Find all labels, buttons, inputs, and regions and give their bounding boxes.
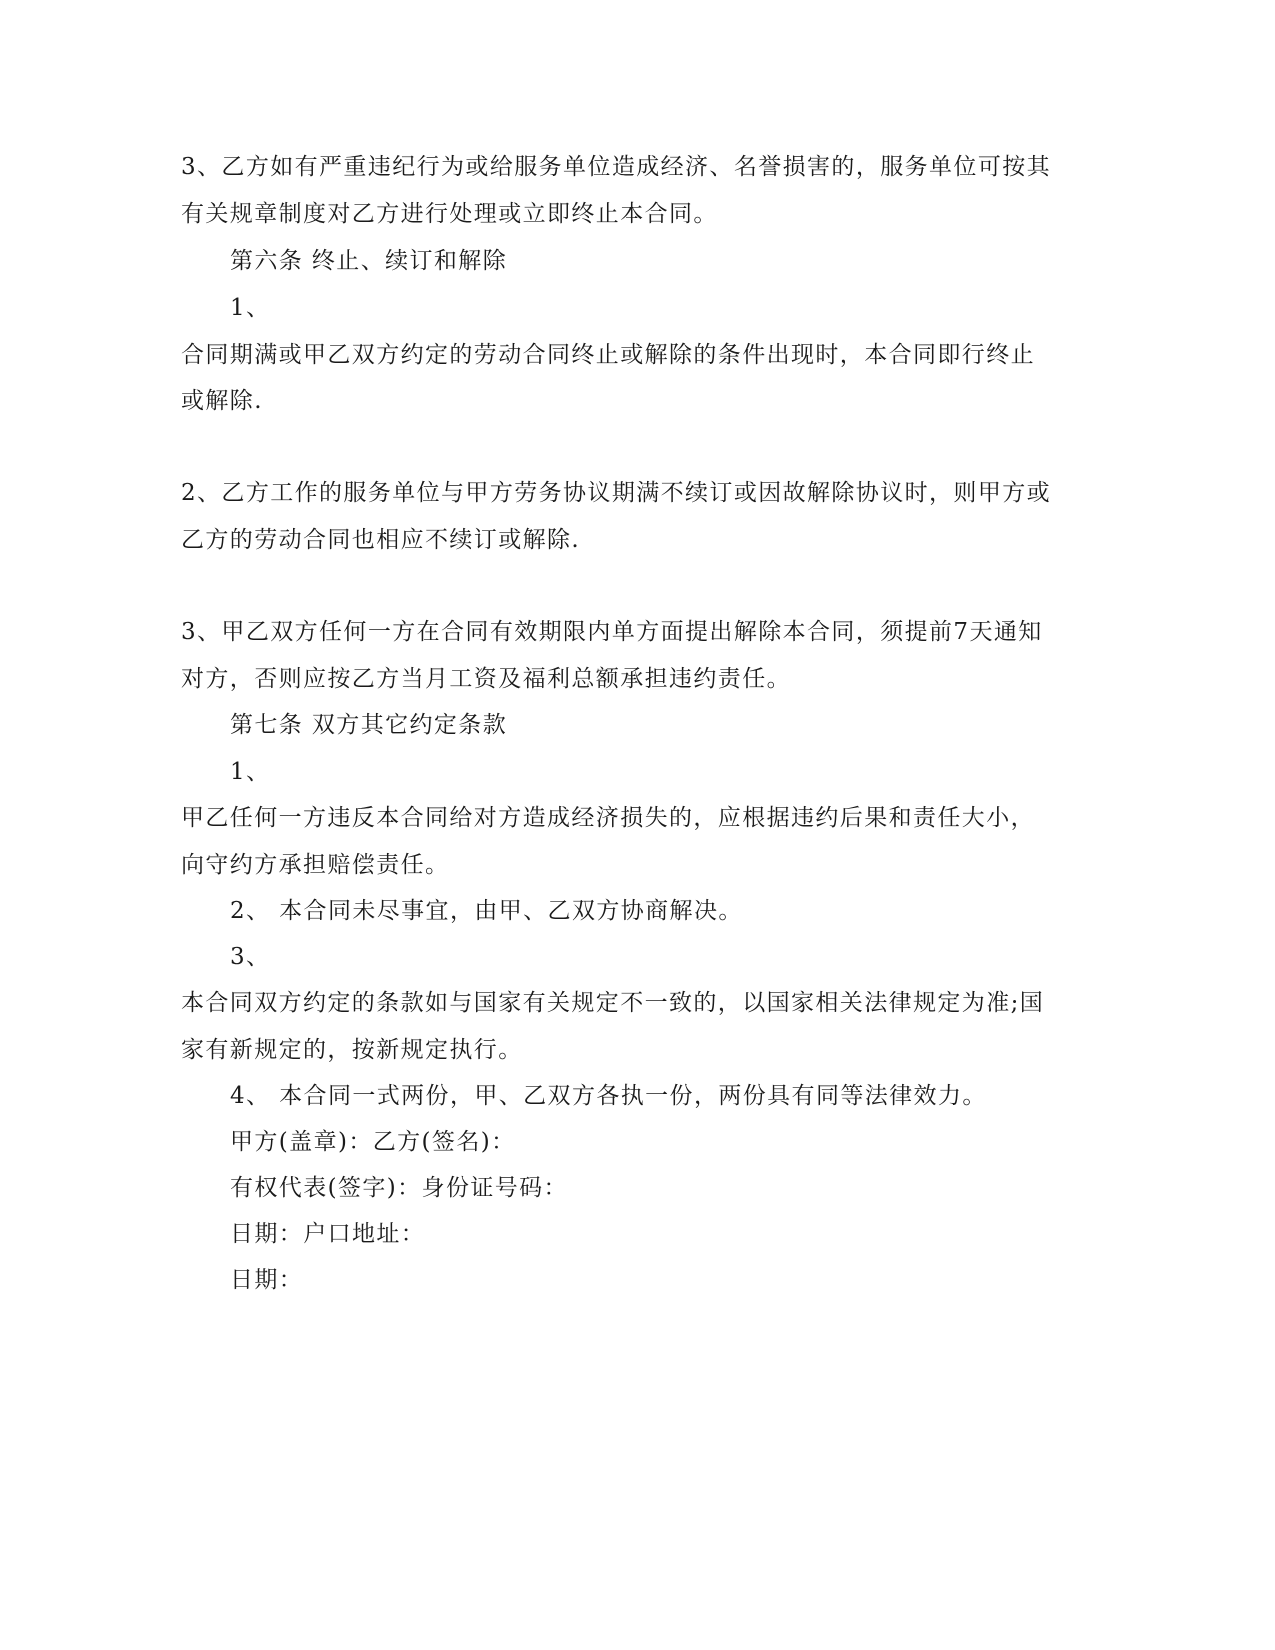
article-6-item-2-line-1: 2、乙方工作的服务单位与甲方劳务协议期满不续订或因故解除协议时，则甲方或 <box>181 480 1052 506</box>
article-7-item-1-line-1: 甲乙任何一方违反本合同给对方造成经济损失的，应根据违约后果和责任大小， <box>181 805 1035 831</box>
article-6-item-3-line-1: 3、甲乙双方任何一方在合同有效期限内单方面提出解除本合同，须提前7天通知 <box>181 619 1043 645</box>
article-6-item-1-line-1: 合同期满或甲乙双方约定的劳动合同终止或解除的条件出现时，本合同即行终止 <box>181 342 1035 368</box>
article-6-heading: 第六条 终止、续订和解除 <box>230 248 508 274</box>
clause-5-item-3-line-1: 3、乙方如有严重违纪行为或给服务单位造成经济、名誉损害的，服务单位可按其 <box>181 154 1052 180</box>
article-6-item-1-line-2: 或解除. <box>181 388 263 414</box>
signature-date: 日期： <box>230 1267 304 1293</box>
clause-5-item-3-line-2: 有关规章制度对乙方进行处理或立即终止本合同。 <box>181 201 718 227</box>
signature-representative-id: 有权代表(签字)：身份证号码： <box>230 1175 568 1201</box>
article-7-item-3-number: 3、 <box>230 944 271 970</box>
article-7-item-3-line-2: 家有新规定的，按新规定执行。 <box>181 1037 523 1063</box>
signature-party-a-b: 甲方(盖章)：乙方(签名)： <box>230 1129 516 1155</box>
article-7-item-1-line-2: 向守约方承担赔偿责任。 <box>181 852 450 878</box>
signature-date-address: 日期：户口地址： <box>230 1221 426 1247</box>
article-7-item-2: 2、 本合同未尽事宜，由甲、乙双方协商解决。 <box>230 898 743 924</box>
article-6-item-1-number: 1、 <box>230 295 271 321</box>
article-7-item-4: 4、 本合同一式两份，甲、乙双方各执一份，两份具有同等法律效力。 <box>230 1083 987 1109</box>
article-7-heading: 第七条 双方其它约定条款 <box>230 712 508 738</box>
article-6-item-2-line-2: 乙方的劳动合同也相应不续订或解除. <box>181 527 581 553</box>
article-7-item-3-line-1: 本合同双方约定的条款如与国家有关规定不一致的，以国家相关法律规定为准;国 <box>181 990 1045 1016</box>
article-6-item-3-line-2: 对方，否则应按乙方当月工资及福利总额承担违约责任。 <box>181 666 791 692</box>
article-7-item-1-number: 1、 <box>230 759 271 785</box>
